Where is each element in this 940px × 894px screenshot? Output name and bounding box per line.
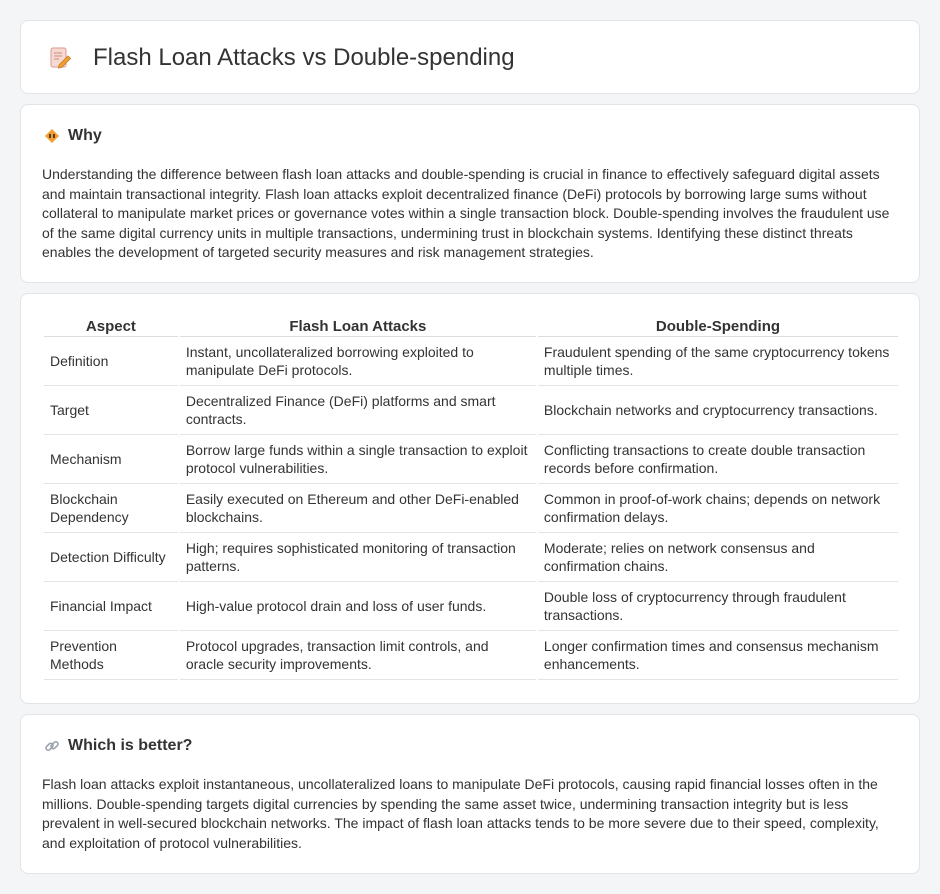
row-double-spending: Common in proof-of-work chains; depends on network confirmation delays. xyxy=(538,484,898,533)
better-card xyxy=(20,714,920,874)
row-double-spending: Double loss of cryptocurrency through fraudulent transactions. xyxy=(538,582,898,631)
header-flash-loan: Flash Loan Attacks xyxy=(180,315,536,337)
row-double-spending: Fraudulent spending of the same cryptocurrency tokens multiple times. xyxy=(538,337,898,386)
warning-diamond-icon xyxy=(43,127,61,145)
better-title: Which is better? xyxy=(68,737,193,754)
table-row xyxy=(44,631,898,680)
why-title: Why xyxy=(68,127,102,144)
row-flash-loan: Instant, uncollateralized borrowing exploited to manipulate DeFi protocols. xyxy=(180,337,536,386)
table-row xyxy=(44,386,898,435)
row-double-spending: Moderate; relies on network consensus and confirmation chains. xyxy=(538,533,898,582)
row-flash-loan: Decentralized Finance (DeFi) platforms and smart contracts. xyxy=(180,386,536,435)
better-heading xyxy=(43,737,192,755)
row-aspect: Financial Impact xyxy=(44,582,178,631)
header-card xyxy=(20,20,920,94)
why-text: Understanding the difference between flash loan attacks and double-spending is crucial in finance to effectively safeguard digital assets and maintain transactional integrity. Flash loan attacks exploit decentralized finance (DeFi) protocols by borrowing large sums without collateral to manipulate market prices or governance votes within a single transaction block. Double-spending involves the fraudulent use of the same digital currency units in multiple transactions, undermining trust in blockchain systems. Identifying these distinct threats enables the development of targeted security measures and risk management strategies. xyxy=(42,166,890,261)
row-aspect: Prevention Methods xyxy=(44,631,178,680)
row-flash-loan: Easily executed on Ethereum and other DeFi-enabled blockchains. xyxy=(180,484,536,533)
table-row xyxy=(44,435,898,484)
row-aspect: Detection Difficulty xyxy=(44,533,178,582)
comparison-card xyxy=(20,293,920,704)
document-pencil-icon xyxy=(45,43,75,73)
row-aspect: Definition xyxy=(44,337,178,386)
row-aspect: Mechanism xyxy=(44,435,178,484)
page-title: Flash Loan Attacks vs Double-spending xyxy=(93,44,515,71)
row-aspect: Blockchain Dependency xyxy=(44,484,178,533)
table-row xyxy=(44,582,898,631)
comparison-table xyxy=(42,315,900,680)
link-icon xyxy=(43,737,61,755)
row-flash-loan: High; requires sophisticated monitoring of transaction patterns. xyxy=(180,533,536,582)
better-text: Flash loan attacks exploit instantaneous, uncollateralized loans to manipulate DeFi protocols, causing rapid financial losses often in the millions. Double-spending targets digital currencies by spending the same asset twice, undermining transaction integrity but is less prevalent in well-secured blockchain networks. The impact of flash loan attacks tends to be more severe due to their speed, complexity, and exploitation of protocol vulnerabilities. xyxy=(42,776,879,851)
row-double-spending: Conflicting transactions to create double transaction records before confirmation. xyxy=(538,435,898,484)
header-aspect: Aspect xyxy=(44,315,178,337)
why-heading xyxy=(43,127,102,145)
row-double-spending: Longer confirmation times and consensus mechanism enhancements. xyxy=(538,631,898,680)
row-flash-loan: Borrow large funds within a single transaction to exploit protocol vulnerabilities. xyxy=(180,435,536,484)
row-double-spending: Blockchain networks and cryptocurrency transactions. xyxy=(538,386,898,435)
row-flash-loan: Protocol upgrades, transaction limit controls, and oracle security improvements. xyxy=(180,631,536,680)
row-aspect: Target xyxy=(44,386,178,435)
table-row xyxy=(44,337,898,386)
table-header-row xyxy=(44,315,898,337)
why-card xyxy=(20,104,920,283)
table-row xyxy=(44,484,898,533)
title-row xyxy=(45,43,515,73)
row-flash-loan: High-value protocol drain and loss of user funds. xyxy=(180,582,536,631)
table-row xyxy=(44,533,898,582)
header-double-spending: Double-Spending xyxy=(538,315,898,337)
